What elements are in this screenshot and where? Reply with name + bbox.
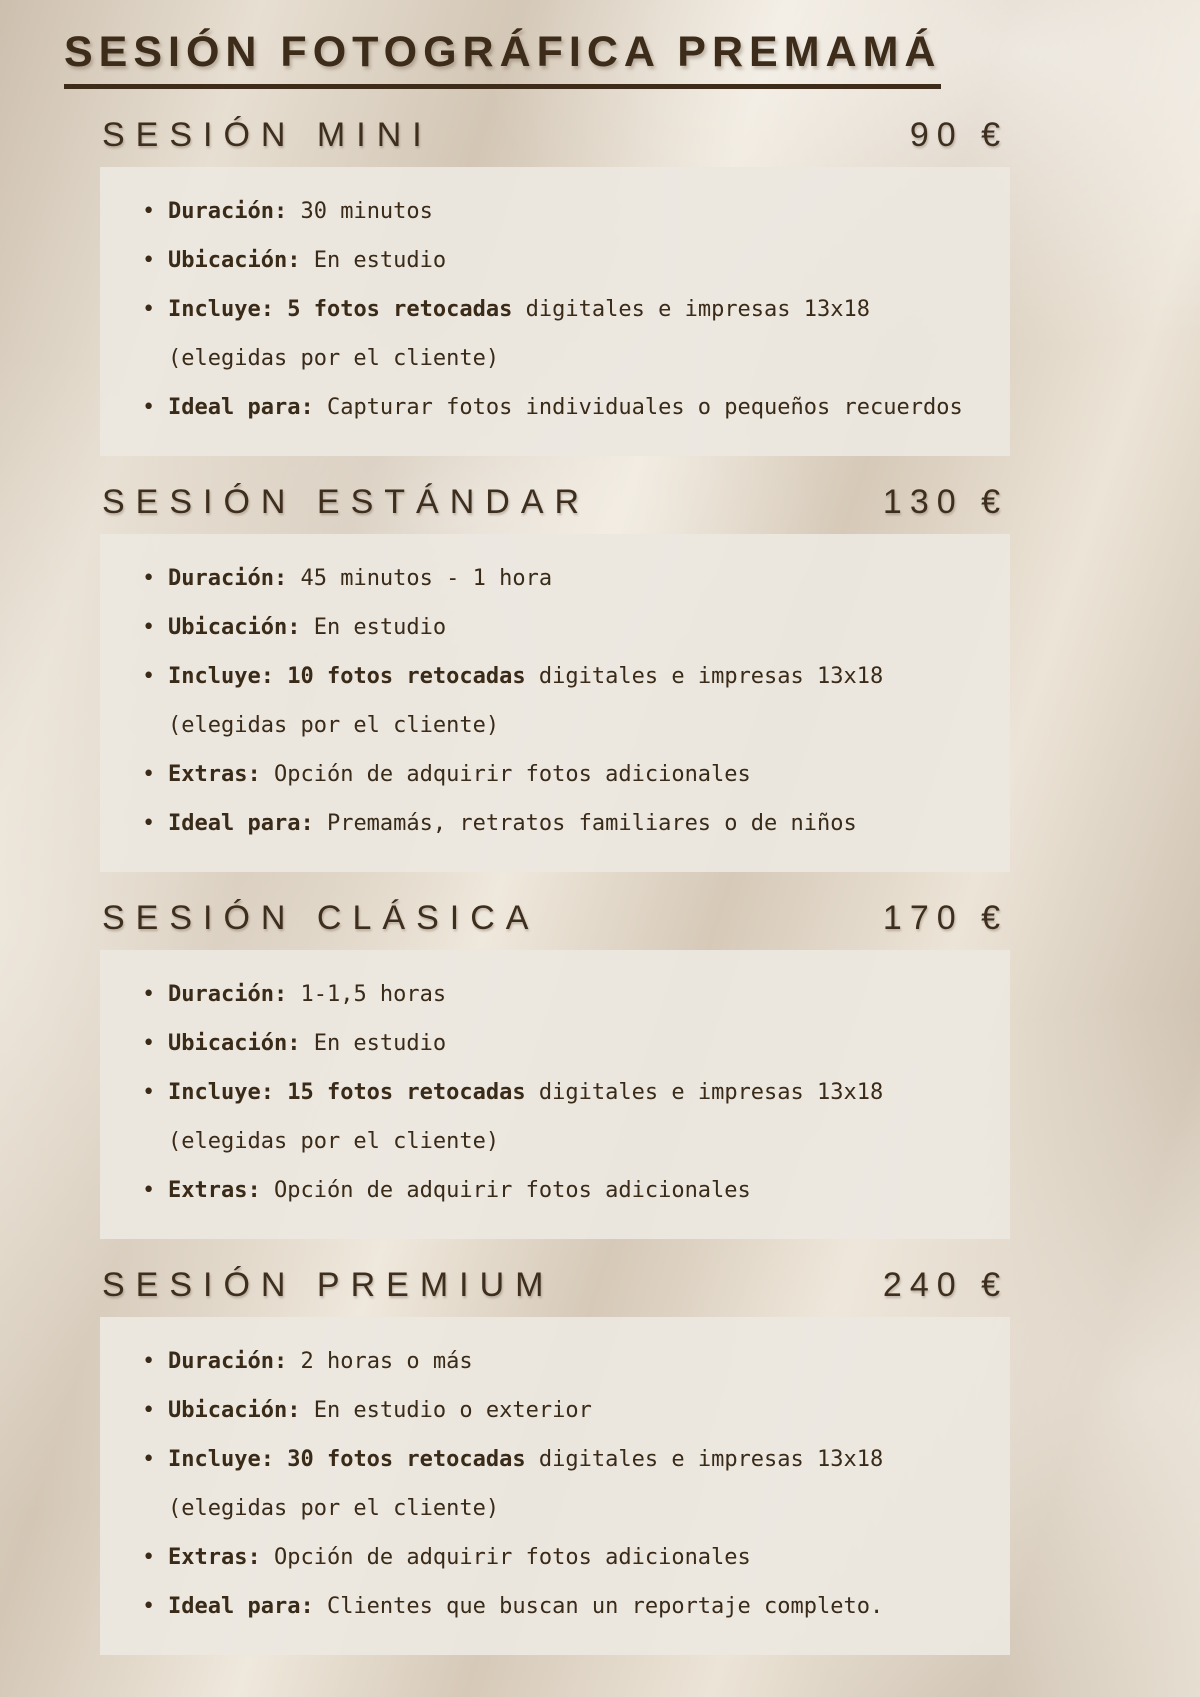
bullet-strong-text: 30 fotos retocadas <box>273 1447 526 1472</box>
bullet-text: Opción de adquirir fotos adicionales <box>260 1178 751 1203</box>
bullet-list <box>100 1337 1010 1631</box>
bullet-strong-text: 15 fotos retocadas <box>273 1080 526 1105</box>
bullet-list <box>100 187 1010 432</box>
bullet-label: Extras: <box>168 1178 261 1203</box>
bullet-text: 1-1,5 horas <box>287 982 447 1007</box>
bullet-ubicacion- <box>100 603 1010 652</box>
section-name: SESIÓN PREMIUM <box>102 1266 555 1304</box>
section-header <box>102 116 1008 155</box>
bullet-text: digitales e impresas 13x18 (elegidas por el cliente) <box>168 297 871 371</box>
section-content-box <box>100 534 1010 872</box>
bullet-label: Extras: <box>168 1545 261 1570</box>
sections-container <box>0 116 1200 1655</box>
bullet-ubicacion- <box>100 236 1010 285</box>
bullet-label: Incluye: <box>168 1080 274 1105</box>
bullet-text: 45 minutos - 1 hora <box>287 566 553 591</box>
bullet-ideal-para- <box>100 1582 1010 1631</box>
section-sesion-estandar <box>100 483 1010 872</box>
bullet-incluye- <box>100 285 1010 383</box>
bullet-duracion- <box>100 970 1010 1019</box>
bullet-text: 2 horas o más <box>287 1349 473 1374</box>
bullet-ideal-para- <box>100 383 1010 432</box>
bullet-label: Ubicación: <box>168 1031 301 1056</box>
bullet-list <box>100 970 1010 1215</box>
bullet-label: Ubicación: <box>168 615 301 640</box>
section-price: 170 € <box>882 899 1008 937</box>
bullet-incluye- <box>100 652 1010 750</box>
section-content-box <box>100 167 1010 456</box>
bullet-incluye- <box>100 1435 1010 1533</box>
bullet-strong-text: 10 fotos retocadas <box>273 664 526 689</box>
bullet-ubicacion- <box>100 1019 1010 1068</box>
section-name: SESIÓN CLÁSICA <box>102 899 540 937</box>
bullet-text: digitales e impresas 13x18 (elegidas por el cliente) <box>168 664 884 738</box>
section-sesion-premium <box>100 1266 1010 1655</box>
section-sesion-mini <box>100 116 1010 456</box>
bullet-label: Incluye: <box>168 664 274 689</box>
bullet-label: Incluye: <box>168 297 274 322</box>
bullet-duracion- <box>100 187 1010 236</box>
section-header <box>102 899 1008 938</box>
bullet-text: En estudio <box>300 615 447 640</box>
section-header <box>102 1266 1008 1305</box>
section-price: 130 € <box>882 483 1008 521</box>
section-header <box>102 483 1008 522</box>
bullet-label: Ideal para: <box>168 811 314 836</box>
bullet-ideal-para- <box>100 799 1010 848</box>
bullet-label: Duración: <box>168 982 288 1007</box>
bullet-text: digitales e impresas 13x18 (elegidas por el cliente) <box>168 1080 884 1154</box>
section-price: 240 € <box>882 1266 1008 1304</box>
page-title: SESIÓN FOTOGRÁFICA PREMAMÁ <box>64 28 941 89</box>
bullet-label: Duración: <box>168 199 288 224</box>
bullet-label: Incluye: <box>168 1447 274 1472</box>
title-wrap <box>0 0 1200 89</box>
bullet-text: 30 minutos <box>287 199 433 224</box>
bullet-text: Capturar fotos individuales o pequeños recuerdos <box>313 395 963 420</box>
bullet-text: Opción de adquirir fotos adicionales <box>260 762 751 787</box>
bullet-label: Ubicación: <box>168 248 301 273</box>
bullet-label: Extras: <box>168 762 261 787</box>
bullet-label: Ideal para: <box>168 1594 314 1619</box>
section-name: SESIÓN MINI <box>102 116 433 154</box>
bullet-extras- <box>100 750 1010 799</box>
bullet-ubicacion- <box>100 1386 1010 1435</box>
bullet-text: En estudio o exterior <box>300 1398 592 1423</box>
bullet-label: Duración: <box>168 566 288 591</box>
bullet-label: Ideal para: <box>168 395 314 420</box>
bullet-extras- <box>100 1533 1010 1582</box>
bullet-duracion- <box>100 554 1010 603</box>
bullet-duracion- <box>100 1337 1010 1386</box>
section-content-box <box>100 1317 1010 1655</box>
bullet-text: En estudio <box>300 1031 447 1056</box>
section-name: SESIÓN ESTÁNDAR <box>102 483 591 521</box>
bullet-strong-text: 5 fotos retocadas <box>273 297 513 322</box>
bullet-text: Opción de adquirir fotos adicionales <box>260 1545 751 1570</box>
bullet-label: Duración: <box>168 1349 288 1374</box>
bullet-text: En estudio <box>300 248 447 273</box>
bullet-list <box>100 554 1010 848</box>
bullet-label: Ubicación: <box>168 1398 301 1423</box>
bullet-extras- <box>100 1166 1010 1215</box>
bullet-text: Clientes que buscan un reportaje completo. <box>313 1594 884 1619</box>
bullet-text: Premamás, retratos familiares o de niños <box>313 811 857 836</box>
section-content-box <box>100 950 1010 1239</box>
section-sesion-clasica <box>100 899 1010 1239</box>
bullet-text: digitales e impresas 13x18 (elegidas por el cliente) <box>168 1447 884 1521</box>
section-price: 90 € <box>909 116 1008 154</box>
bullet-incluye- <box>100 1068 1010 1166</box>
